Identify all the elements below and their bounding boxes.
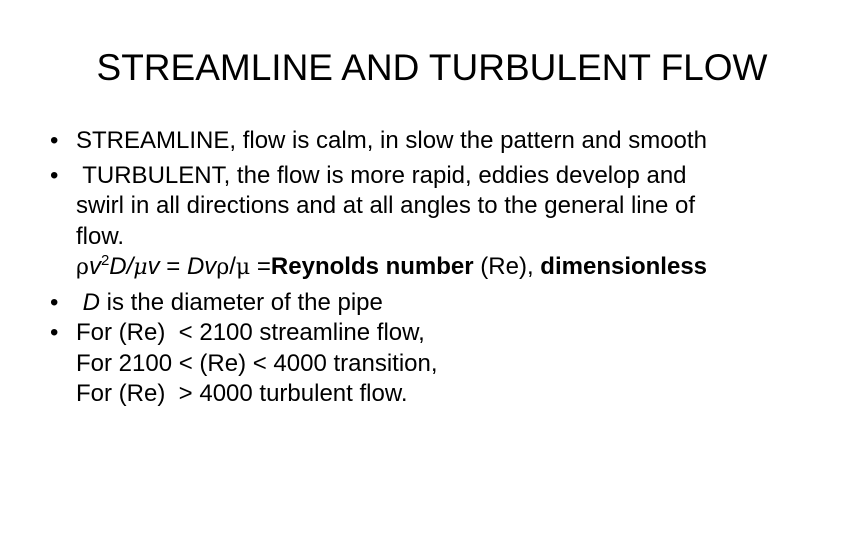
rho-symbol: ρ [216, 255, 230, 280]
reynolds-number-label: Reynolds number [270, 253, 474, 280]
bullet-turbulent [50, 161, 850, 284]
bullet-dot: • [50, 127, 59, 154]
formula-slash: / [126, 253, 134, 280]
bullet-dot: • [50, 319, 59, 346]
formula-slash: / [229, 253, 236, 280]
dimensionless-label: dimensionless [540, 253, 708, 280]
bullet-text: flow. [76, 222, 125, 250]
bullet-diameter [50, 288, 850, 319]
slide-title: STREAMLINE AND TURBULENT FLOW [96, 47, 768, 88]
bullet-dot: • [50, 161, 59, 189]
diameter-variable: D [82, 288, 101, 316]
bullet-dot: • [50, 288, 59, 316]
formula-equals: = [159, 253, 187, 280]
reynolds-formula [76, 252, 850, 284]
formula-equals: = [250, 253, 271, 280]
bullet-list [50, 126, 850, 410]
formula-v2: v [147, 253, 160, 280]
bullet-streamline [50, 126, 850, 157]
range-streamline: For (Re) < 2100 streamline flow, [76, 319, 425, 346]
bullet-text: swirl in all directions and at all angles to the general line of [76, 192, 696, 219]
range-turbulent: For (Re) > 4000 turbulent flow. [76, 380, 408, 407]
formula-dv: Dv [186, 253, 217, 280]
range-transition: For 2100 < (Re) < 4000 transition, [76, 349, 438, 377]
formula-re: (Re), [473, 253, 541, 280]
bullet-text: STREAMLINE, flow is calm, in slow the pattern and smooth [76, 127, 707, 154]
bullet-text [76, 288, 850, 319]
bullet-text: TURBULENT, the flow is more rapid, eddies develop and [76, 161, 687, 189]
bullet-reynolds-ranges [50, 318, 850, 410]
formula-exponent: 2 [100, 252, 110, 269]
formula-d: D [109, 253, 127, 280]
mu-symbol: μ [235, 255, 251, 280]
diameter-text: is the diameter of the pipe [100, 288, 383, 316]
formula-v: v [88, 253, 101, 280]
mu-symbol: μ [133, 255, 148, 280]
rho-symbol: ρ [76, 255, 89, 280]
